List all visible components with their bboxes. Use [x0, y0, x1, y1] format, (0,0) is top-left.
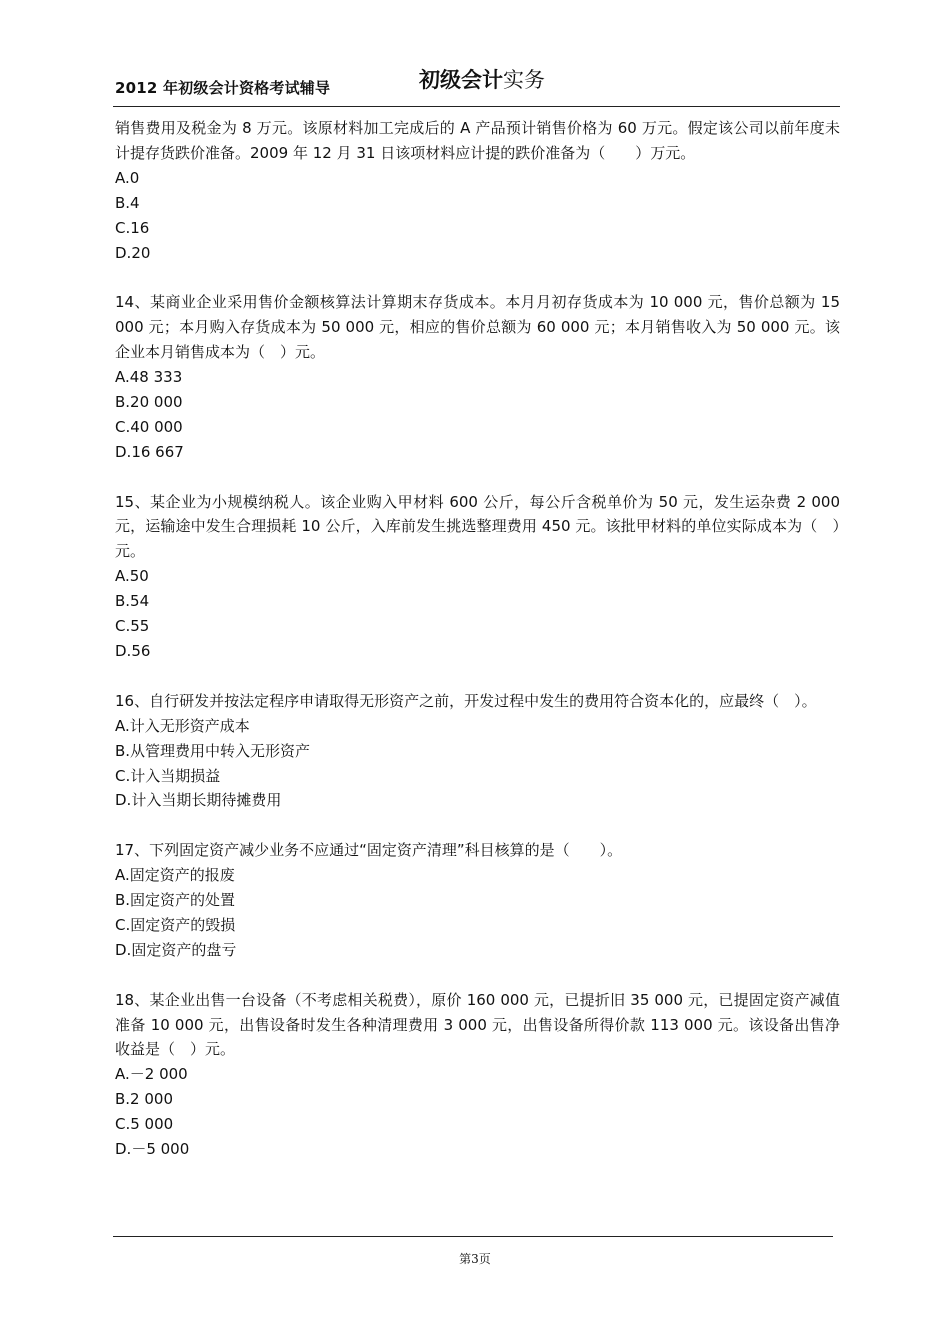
option-a: A.固定资产的报废	[115, 866, 235, 885]
option-d: D.计入当期长期待摊费用	[115, 791, 282, 810]
option-a: A.－2 000	[115, 1065, 188, 1084]
header-course-title: 2012 年初级会计资格考试辅导	[115, 79, 331, 97]
footer-divider	[113, 1236, 833, 1237]
option-a: A.50	[115, 567, 149, 586]
option-b: B.2 000	[115, 1090, 174, 1109]
option-a: A.0	[115, 168, 140, 187]
header-subject-light: 实务	[503, 68, 545, 92]
question-text: 18、某企业出售一台设备（不考虑相关税费），原价 160 000 元，已提折旧 35 000 元，已提固定资产减值准备 10 000 元，出售设备时发生各种清理费用 3 000 元，出售设备所得价款 113 000 元。该设备出售净收益是（ ）元。	[115, 990, 840, 1059]
question-text: 销售费用及税金为 8 万元。该原材料加工完成后的 A 产品预计销售价格为 60 万元。假定该公司以前年度未计提存货跌价准备。2009 年 12 月 31 日该项材料应计提的跌价准备为（ ）万元。	[115, 119, 840, 162]
option-c: C.40 000	[115, 417, 183, 436]
option-d: D.－5 000	[115, 1140, 190, 1159]
question-13-continued	[115, 116, 840, 265]
option-c: C.计入当期损益	[115, 766, 221, 785]
option-b: B.从管理费用中转入无形资产	[115, 741, 311, 760]
option-a: A.48 333	[115, 368, 183, 387]
option-d: D.16 667	[115, 442, 184, 461]
option-d: D.固定资产的盘亏	[115, 940, 237, 959]
option-d: D.56	[115, 642, 151, 660]
option-b: B.4	[115, 193, 140, 212]
questions-body	[115, 116, 845, 1187]
question-text: 17、下列固定资产减少业务不应通过“固定资产清理”科目核算的是（ ）。	[115, 841, 623, 860]
question-16	[115, 689, 840, 814]
option-c: C.16	[115, 218, 150, 237]
header-subject	[419, 64, 545, 94]
question-text: 15、某企业为小规模纳税人。该企业购入甲材料 600 公斤，每公斤含税单价为 50 元，发生运杂费 2 000 元，运输途中发生合理损耗 10 公斤，入库前发生挑选整理费用 450 元。该批甲材料的单位实际成本为（ ）元。	[115, 492, 845, 561]
question-text: 16、自行研发并按法定程序申请取得无形资产之前，开发过程中发生的费用符合资本化的，应最终（ ）。	[115, 691, 817, 710]
option-b: B.20 000	[115, 392, 183, 411]
page-header	[113, 62, 840, 107]
option-c: C.5 000	[115, 1115, 174, 1134]
question-18	[115, 988, 840, 1162]
question-text: 14、某商业企业采用售价金额核算法计算期末存货成本。本月月初存货成本为 10 000 元，售价总额为 15 000 元；本月购入存货成本为 50 000 元，相应的售价总额为 60 000 元；本月销售收入为 50 000 元。该企业本月销售成本为（ ）元。	[115, 293, 845, 362]
header-subject-bold: 初级会计	[419, 68, 503, 92]
option-a: A.计入无形资产成本	[115, 716, 250, 735]
option-d: D.20	[115, 243, 151, 262]
question-17	[115, 838, 840, 963]
option-c: C.55	[115, 617, 150, 636]
option-b: B.54	[115, 592, 150, 611]
option-b: B.固定资产的处置	[115, 891, 236, 910]
question-14	[115, 290, 845, 464]
question-15	[115, 490, 845, 664]
page-number: 第3页	[459, 1252, 491, 1266]
option-c: C.固定资产的毁损	[115, 915, 236, 934]
